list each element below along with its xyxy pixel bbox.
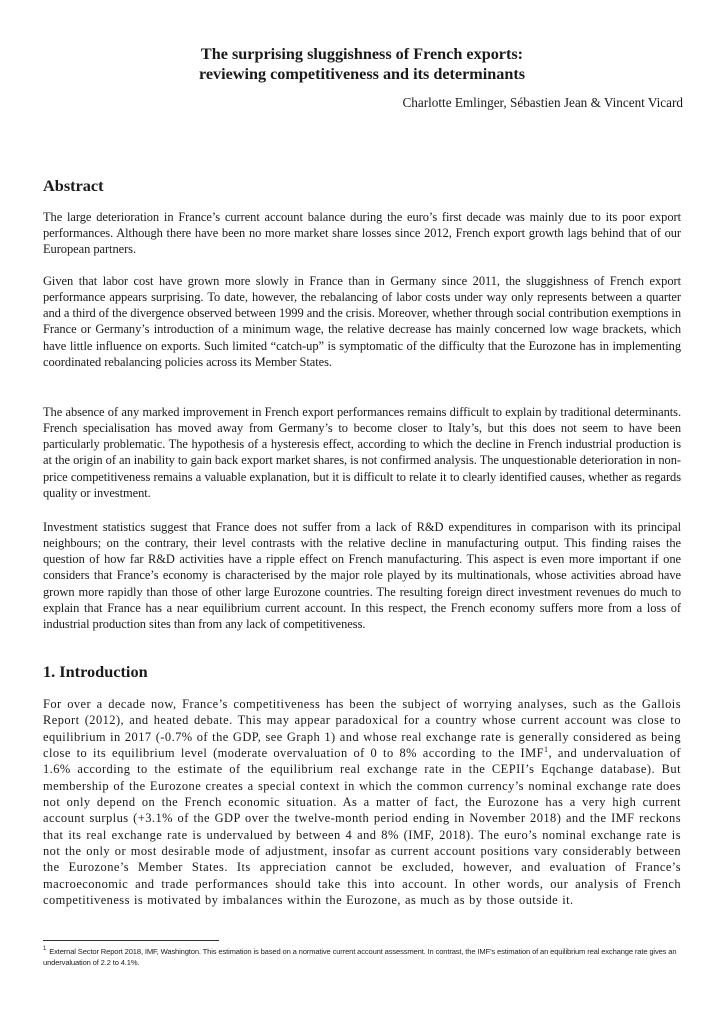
footnote-separator xyxy=(43,940,219,941)
abstract-paragraph-4: Investment statistics suggest that France does not suffer from a lack of R&D expenditures in comparison with its principal neighbours; on the contrary, their level contrasts with the relative decline in manufacturing output. This finding raises the question of how far R&D activities have a ripple effect on French manufacturing. This aspect is even more important if one considers that France’s economy is characterised by the major role played by its multinationals, whose activities abroad have grown more rapidly than those of other large Eurozone countries. The resulting foreign direct investment revenues do much to explain that France has a near equilibrium current account. In this respect, the French economy suffers more from a loss of industrial production sites than from any lack of competitiveness. xyxy=(43,520,681,631)
title-line-2: reviewing competitiveness and its determinants xyxy=(198,65,526,83)
footnote xyxy=(43,946,681,968)
abstract-paragraph-1: The large deterioration in France’s current account balance during the euro’s first decade was mainly due to its poor export performances. Although there have been no more market share losses since 2012, French export growth lags behind that of our European partners. xyxy=(43,210,681,257)
paper-title xyxy=(0,44,724,84)
introduction-text-part-1: For over a decade now, France’s competitiveness has been the subject of worrying analyses, such as the Gallois Report (2012), and heated debate. This may appear paradoxical for a country whose current account was close to equilibrium in 2017 (-0.7% of the GDP, see Graph 1) and whose real exchange rate is generally considered as being close to its equilibrium level (moderate overvaluation of 0 to 8% according to the IMF xyxy=(43,697,681,761)
introduction-text-part-2: , and undervaluation of 1.6% according to the estimate of the equilibrium real exchange rate in the CEPII’s Eqchange database). But membership of the Eurozone creates a special context in which the common currency’s nominal exchange rate does not only depend on the French economic situation. As a matter of fact, the Eurozone has a very high current account surplus (+3.1% of the GDP over the twelve-month period ending in November 2018) and the IMF reckons that its real exchange rate is undervalued by between 4 and 8% (IMF, 2018). The euro’s nominal exchange rate is not the only or most desirable mode of adjustment, insofar as current account positions vary considerably between the Eurozone’s Member States. Its appreciation cannot be excluded, however, and evaluation of France’s macroeconomic and trade performances should take this into account. In other words, our analysis of French competitiveness is motivated by imbalances within the Eurozone, as much as by those outside it. xyxy=(43,746,681,908)
introduction-heading: 1. Introduction xyxy=(43,662,148,681)
abstract-paragraph-3: The absence of any marked improvement in French export performances remains difficult to explain by traditional determinants. French specialisation has moved away from Germany’s to become closer to Italy’s, but this does not seem to have been particularly problematic. The hypothesis of a hysteresis effect, according to which the decline in French industrial production is at the origin of an inability to gain back export market shares, is not confirmed analysis. The unquestionable deterioration in non-price competitiveness remains a valuable explanation, but it is difficult to relate it to clearly identified causes, whether as regards quality or investment. xyxy=(43,405,681,500)
footnote-text: External Sector Report 2018, IMF, Washington. This estimation is based on a normative current account assessment. In contrast, the IMF’s estimation of an equilibrium real exchange rate gives an undervaluation of 2.2 to 4.1%. xyxy=(43,947,677,967)
footnote-reference[interactable]: 1 xyxy=(543,744,549,754)
abstract-paragraph-2: Given that labor cost have grown more slowly in France than in Germany since 2011, the sluggishness of French export performance appears surprising. To date, however, the rebalancing of labor costs under way only represents between a quarter and a third of the divergence observed between 1999 and the crisis. Moreover, whether through social contribution exemptions in France or Germany’s introduction of a minimum wage, the relative decrease has mainly concerned low wage brackets, which have little influence on exports. Such limited “catch-up” is symptomatic of the difficulty that the Eurozone has in implementing coordinated rebalancing policies across its Member States. xyxy=(43,274,681,369)
footnote-mark: 1 xyxy=(43,946,47,953)
title-line-1: The surprising sluggishness of French exports: xyxy=(200,45,524,63)
author-list: Charlotte Emlinger, Sébastien Jean & Vincent Vicard xyxy=(402,95,683,110)
introduction-paragraph xyxy=(43,696,681,908)
abstract-heading: Abstract xyxy=(43,176,104,195)
